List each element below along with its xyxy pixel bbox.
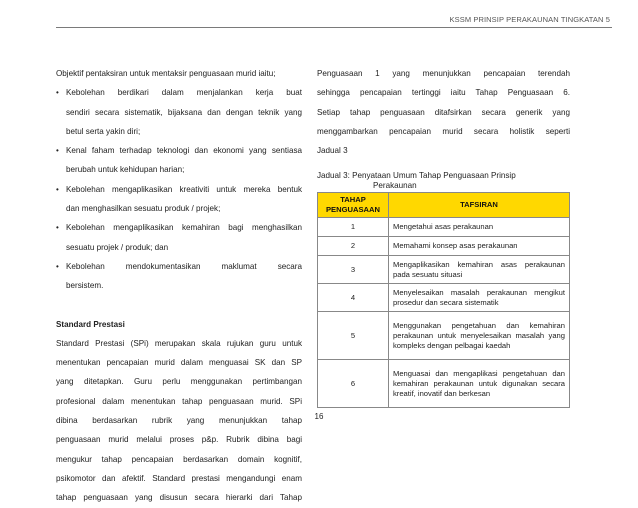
page-number: 16 (314, 412, 324, 421)
table-row (318, 360, 570, 408)
interpretation-cell: Menguasai dan mengaplikasi pengetahuan dan kemahiran perakaunan untuk digunakan secara kreatif, inovatif dan berkesan (389, 360, 570, 408)
bullet-icon: • (56, 223, 59, 233)
objective-list (56, 83, 302, 295)
standard-prestasi-paragraph: Standard Prestasi (SPi) merupakan skala rujukan guru untuk menentukan pencapaian murid dalam menguasai SK dan SP yang ditetapkan. Guru perlu menggunakan pertimbangan profesional dalam menentukan tahap penguasaan murid. SPi dibina berdasarkan rubrik yang menunjukkan tahap penguasaan murid melalui proses p&p. Rubrik dibina bagi mengukur tahap pencapaian berdasarkan domain kognitif, psikomotor dan afektif. Standard prestasi mengandungi enam tahap penguasaan yang disusun secara hierarki dari Tahap (56, 338, 302, 503)
list-item: • Kebolehan mengaplikasikan kreativiti untuk mereka bentuk dan menghasilkan sesuatu produk / projek; (56, 180, 302, 219)
table-header-level: TAHAP PENGUASAAN (318, 193, 389, 218)
continuation-paragraph: Penguasaan 1 yang menunjukkan pencapaian terendah sehingga pencapaian tertinggi iaitu Tahap Penguasaan 6. Setiap tahap penguasaan ditafsirkan secara generik yang menggambarkan pencapaian murid secara holistik seperti Jadual 3 (317, 69, 570, 156)
right-column (317, 64, 570, 408)
level-cell: 1 (318, 218, 389, 237)
table-row (318, 312, 570, 360)
table-row (318, 218, 570, 237)
bullet-icon: • (56, 184, 59, 194)
interpretation-cell: Menggunakan pengetahuan dan kemahiran perakaunan untuk menyelesaikan masalah yang kompleks dengan pelbagai kaedah (389, 312, 570, 360)
table-row (318, 256, 570, 284)
list-item: • Kebolehan berdikari dalam menjalankan kerja buat sendiri secara sistematik, bijaksana dan dengan teknik yang betul serta yakin diri; (56, 83, 302, 141)
bullet-icon: • (56, 88, 59, 98)
table-header-interpretation: TAFSIRAN (389, 193, 570, 218)
list-item: • Kenal faham terhadap teknologi dan ekonomi yang sentiasa berubah untuk kehidupan harian; (56, 141, 302, 180)
left-column (56, 64, 302, 508)
running-header: KSSM PRINSIP PERAKAUNAN TINGKATAN 5 (449, 15, 610, 24)
table-row (318, 237, 570, 256)
interpretation-cell: Memahami konsep asas perakaunan (389, 237, 570, 256)
mastery-level-table (317, 192, 570, 408)
bullet-icon: • (56, 146, 59, 156)
header-divider (56, 27, 612, 28)
table-row (318, 284, 570, 312)
level-cell: 5 (318, 312, 389, 360)
table-caption: Jadual 3: Penyataan Umum Tahap Penguasaan Prinsip Perakaunan (317, 171, 516, 191)
level-cell: 3 (318, 256, 389, 284)
list-item: • Kebolehan mendokumentasikan maklumat secara bersistem. (56, 257, 302, 296)
interpretation-cell: Mengaplikasikan kemahiran asas perakaunan pada sesuatu situasi (389, 256, 570, 284)
intro-text: Objektif pentaksiran untuk mentaksir penguasaan murid iaitu; (56, 69, 276, 78)
interpretation-cell: Menyelesaikan masalah perakaunan mengikut prosedur dan secara sistematik (389, 284, 570, 312)
list-item: • Kebolehan mengaplikasikan kemahiran bagi menghasilkan sesuatu projek / produk; dan (56, 218, 302, 257)
level-cell: 6 (318, 360, 389, 408)
level-cell: 4 (318, 284, 389, 312)
interpretation-cell: Mengetahui asas perakaunan (389, 218, 570, 237)
level-cell: 2 (318, 237, 389, 256)
section-heading: Standard Prestasi (56, 319, 125, 329)
bullet-icon: • (56, 261, 59, 271)
